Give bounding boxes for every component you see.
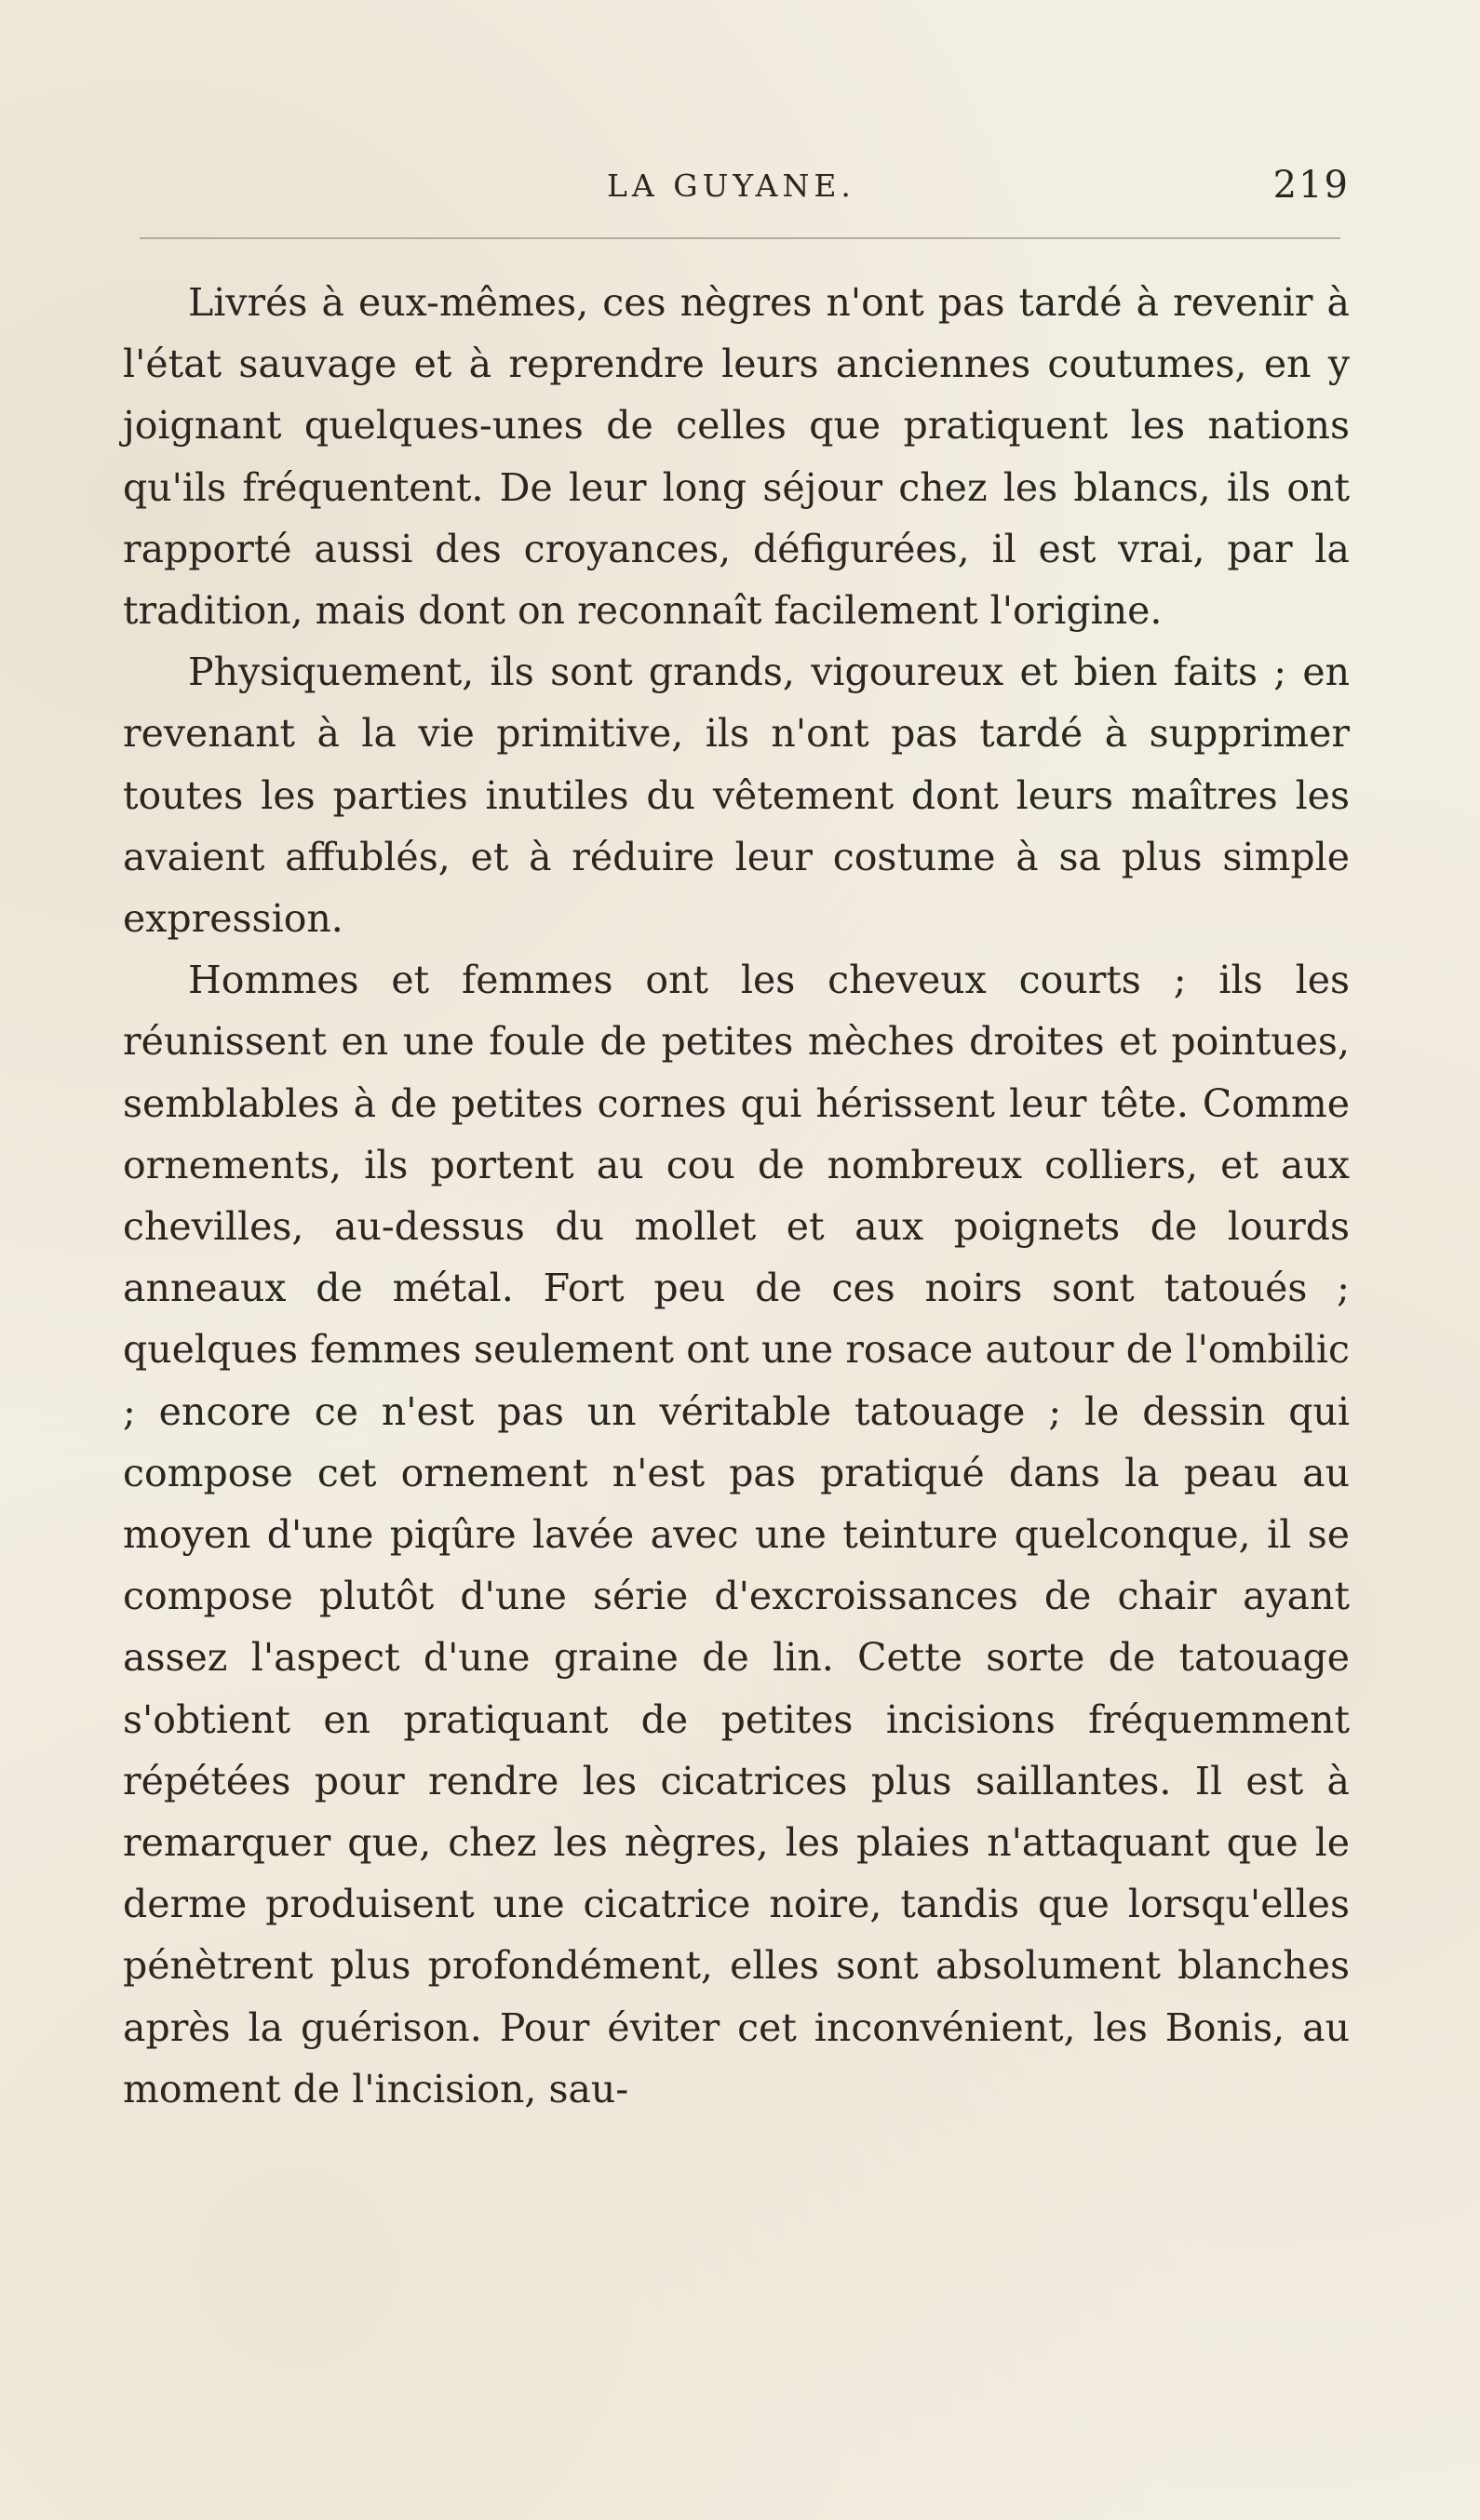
running-header	[123, 164, 1350, 220]
page-number: 219	[1272, 164, 1350, 207]
running-title: LA GUYANE.	[607, 168, 855, 204]
paragraph: Livrés à eux-mêmes, ces nègres n'ont pas tardé à revenir à l'état sauvage et à reprendre leurs anciennes coutumes, en y joignant quelques-unes de celles que pratiquent les nations qu'ils fréquentent. De leur long séjour chez les blancs, ils ont rapporté aussi des croyances, défigurées, il est vrai, par la tradition, mais dont on reconnaît facilement l'origine.	[123, 280, 1350, 634]
paragraph: Physiquement, ils sont grands, vigoureux et bien faits ; en revenant à la vie primitive, ils n'ont pas tardé à supprimer toutes les parties inutiles du vêtement dont leurs maîtres les avaient affublés, et à réduire leur costume à sa plus simple expression.	[123, 650, 1350, 942]
body-text	[123, 272, 1350, 2120]
paragraph: Hommes et femmes ont les cheveux courts ; ils les réunissent en une foule de petites mèches droites et pointues, semblables à de petites cornes qui hérissent leur tête. Comme ornements, ils portent au cou de nombreux colliers, et aux chevilles, au-dessus du mollet et aux poignets de lourds anneaux de métal. Fort peu de ces noirs sont tatoués ; quelques femmes seulement ont une rosace autour de l'ombilic ; encore ce n'est pas un véritable tatouage ; le dessin qui compose cet ornement n'est pas pratiqué dans la peau au moyen d'une piqûre lavée avec une teinture quelconque, il se compose plutôt d'une série d'excroissances de chair ayant assez l'aspect d'une graine de lin. Cette sorte de tatouage s'obtient en pratiquant de petites incisions fréquemment répétées pour rendre les cicatrices plus saillantes. Il est à remarquer que, chez les nègres, les plaies n'attaquant que le derme produisent une cicatrice noire, tandis que lorsqu'elles pénètrent plus profondément, elles sont absolument blanches après la guérison. Pour éviter cet inconvénient, les Bonis, au moment de l'incision, sau-	[123, 958, 1350, 2111]
header-rule	[140, 237, 1340, 239]
